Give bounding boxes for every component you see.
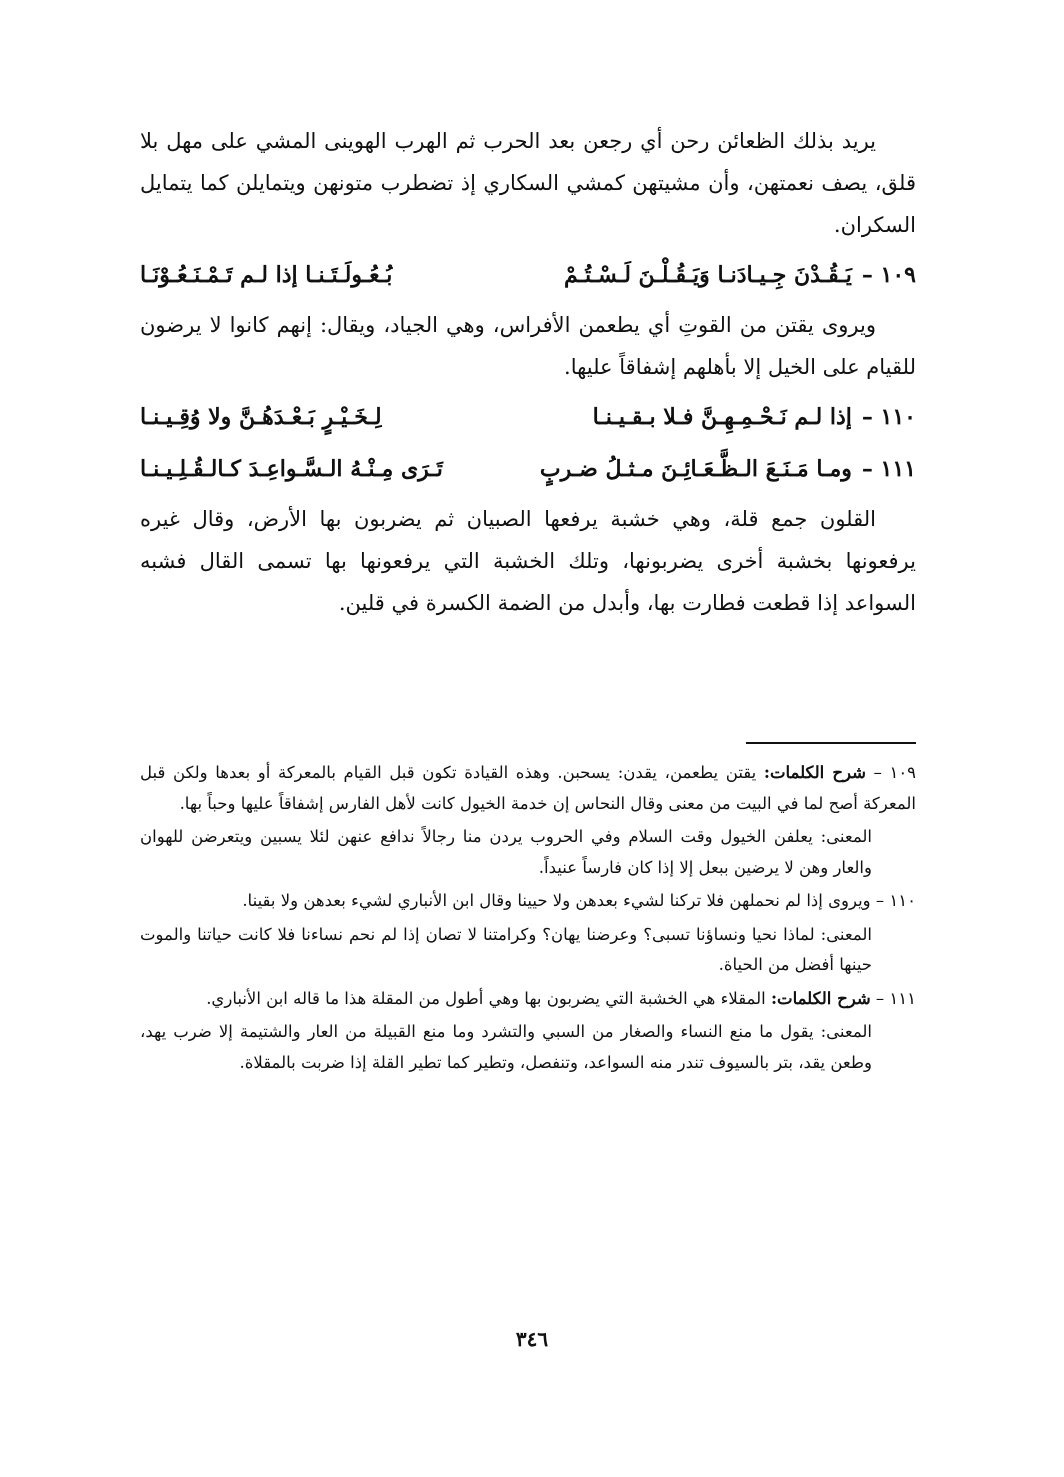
verse-110-number: ١١٠ – xyxy=(861,404,916,430)
footnote-109-term: شرح الكلمات: xyxy=(763,763,866,782)
footnote-109-text: يقتن يطعمن، يقدن: يسحبن. وهذه القيادة تكون قبل القيام بالمعركة أو بعدها ولكن قبل المعركة أصح لما في البيت من معنى وقال النحاس إن خدمة الخيول كانت لأهل الفارس إشفاقاً عليها وحباً بها. xyxy=(140,763,916,813)
footnote-109-number: ١٠٩ – xyxy=(873,763,917,782)
footnote-110-meaning-text: لماذا نحيا ونساؤنا تسبى؟ وعرضنا يهان؟ وكرامتنا لا تصان إذا لم نحم نساءنا فلا كانت حياتنا والموت حينها أفضل من الحياة. xyxy=(140,924,872,974)
verse-111-first-hemistich: ومـا مَـنَـعَ الـظَّـعَـائِـنَ مـثـلُ ضـربٍ xyxy=(539,456,852,482)
main-text xyxy=(140,120,916,624)
paragraph-2: ويروى يقتن من القوتِ أي يطعمن الأفراس، وهي الجياد، ويقال: إنهم كانوا لا يرضون للقيام على الخيل إلا بأهلهم إشفاقاً عليها. xyxy=(140,313,916,379)
footnote-110-number: ١١٠ – xyxy=(875,891,916,910)
page-number: ٣٤٦ xyxy=(515,1327,549,1351)
footnote-109 xyxy=(140,758,916,819)
footnote-111-meaning-label: المعنى: xyxy=(820,1022,872,1041)
paragraph-3: القلون جمع قلة، وهي خشبة يرفعها الصبيان ثم يضربون بها الأرض، وقال غيره يرفعونها بخشبة أخرى يضربونها، وتلك الخشبة التي يرفعونها بها تسمى القال فشبه السواعد إذا قطعت فطارت بها، وأبدل من الضمة الكسرة في قلين. xyxy=(140,507,916,615)
footnote-separator xyxy=(746,742,916,744)
footnote-109-meaning-label: المعنى: xyxy=(820,827,872,846)
footnote-111-text: المقلاء هي الخشبة التي يضربون بها وهي أطول من المقلة هذا ما قاله ابن الأنباري. xyxy=(206,988,766,1008)
footnote-110 xyxy=(140,886,916,917)
footnote-111-meaning xyxy=(140,1017,916,1078)
verse-109-first-hemistich: يَـقُـدْنَ جِـيـادَنـا وَيَـقُـلْـنَ لَـسْـتُـمْ xyxy=(563,262,852,288)
verse-111-second-hemistich: تَـرَى مِـنْـهُ الـسَّـواعِـدَ كـالـقُـلِـيـنـا xyxy=(140,456,443,482)
verse-109-second-hemistich: بُـعُـولَـتَـنـا إذا لـم تَـمْـنَـعُـوْنَـا xyxy=(140,262,393,288)
footnote-111-term: شرح الكلمات: xyxy=(770,988,871,1008)
verse-111-number: ١١١ – xyxy=(861,456,916,482)
footnote-111-number: ١١١ – xyxy=(875,988,916,1008)
footnote-109-meaning-text: يعلفن الخيول وقت السلام وفي الحروب يردن منا رجالاً ندافع عنهن لئلا يسبين ويتعرضن للهوان والعار وهن لا يرضين ببعل إلا إذا كان فارساً عنيداً. xyxy=(140,827,872,877)
verse-109 xyxy=(140,252,916,298)
footnote-111-meaning-text: يقول ما منع النساء والصغار من السبي والتشرد وما منع القبيلة من العار والشتيمة إلا ضرب يهد، وطعن يقد، بتر بالسيوف تندر منه السواعد، وتنفصل، وتطير كما تطير القلة إذا ضربت بالمقلاة. xyxy=(140,1022,872,1072)
verse-111 xyxy=(140,446,916,492)
paragraph-1: يريد بذلك الظعائن رحن أي رجعن بعد الحرب ثم الهرب الهوينى المشي على مهل بلا قلق، يصف نعمتهن، وأن مشيتهن كمشي السكاري إذ تضطرب متونهن ويتمايلن كما يتمايل السكران. xyxy=(140,129,916,237)
verse-110-first-hemistich: إذا لـم نَـحْـمِـهِـنَّ فـلا بـقـيـنـا xyxy=(592,404,852,430)
footnote-111 xyxy=(140,984,916,1015)
verse-110-second-hemistich: لِـخَـيْـرٍ بَـعْـدَهُـنَّ ولا وُقِـيـنـا xyxy=(140,404,382,430)
verse-109-number: ١٠٩ – xyxy=(861,262,916,288)
footnote-109-meaning xyxy=(140,822,916,883)
verse-110 xyxy=(140,394,916,440)
footnote-110-meaning-label: المعنى: xyxy=(820,924,872,944)
footnote-110-text: ويروى إذا لم نحملهن فلا تركنا لشيء بعدهن ولا حيينا وقال ابن الأنباري لشيء بعدهن ولا بقينا. xyxy=(242,891,871,910)
footnotes xyxy=(140,758,916,1081)
footnote-110-meaning xyxy=(140,920,916,981)
